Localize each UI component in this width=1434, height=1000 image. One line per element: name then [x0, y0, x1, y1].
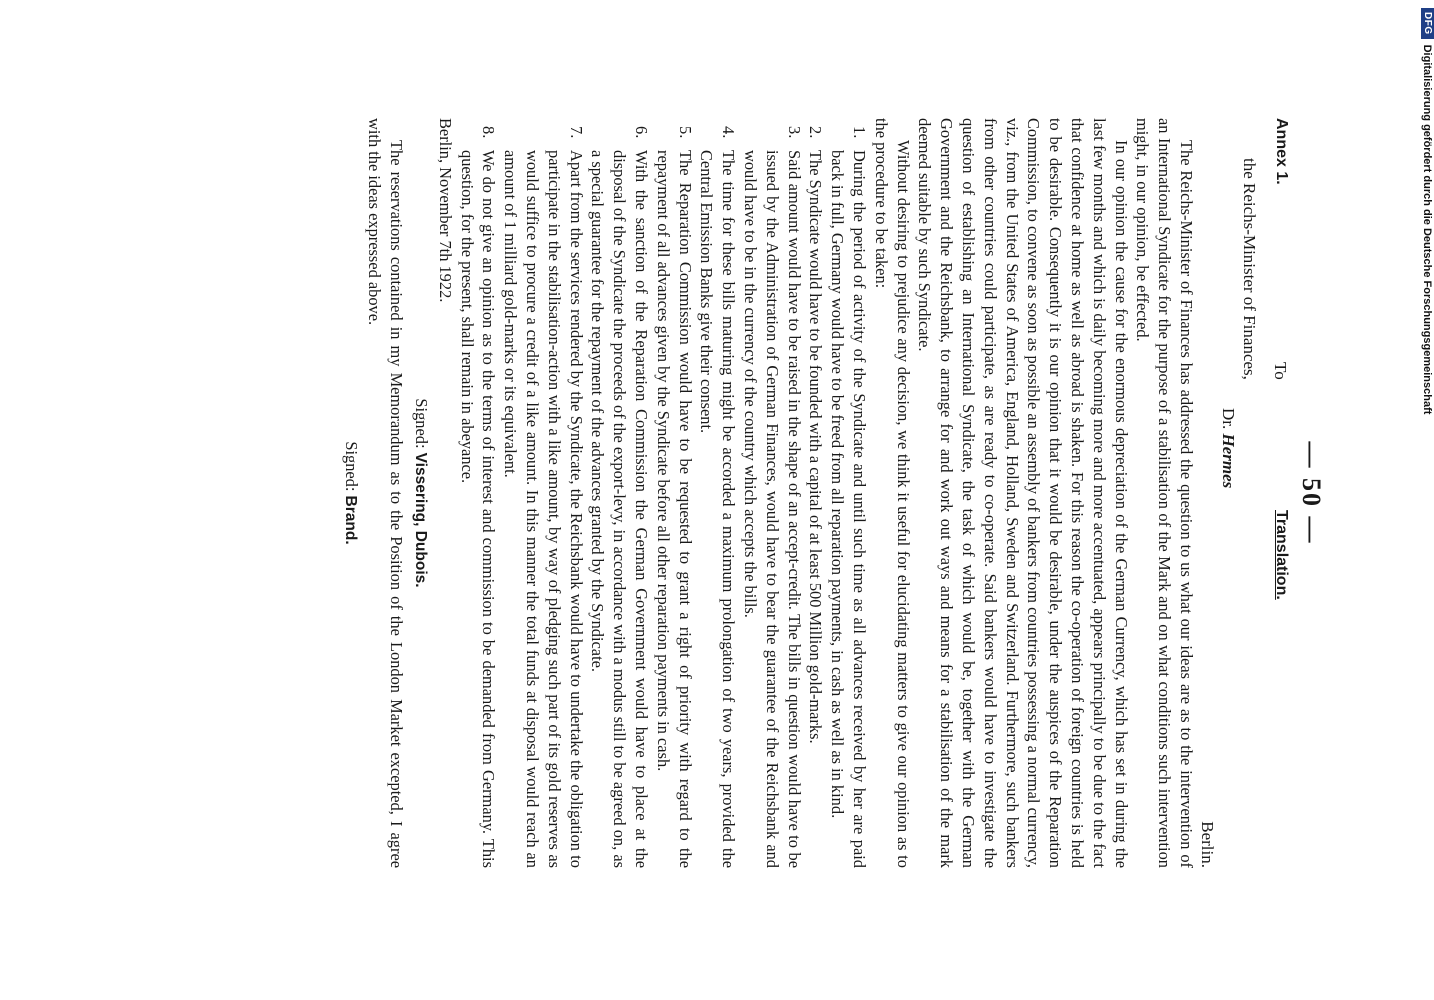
city-line: Berlin. [1198, 821, 1217, 868]
credit-text: Digitalisierung gefördert durch die Deutsche Forschungsgemeinschaft [1421, 44, 1434, 415]
list-item [500, 118, 587, 868]
item-number: 6. [632, 126, 652, 139]
letter-header-row [1260, 118, 1290, 868]
item-text: The time for these bills maturing might be accorded a maximum prolongation of two years, provided the Central Emission Banks give their consent. [697, 150, 739, 868]
paragraph-opinion: In our opinion the cause for the enormous depreciation of the German Currency, which has set in during the last few months and which is daily becoming more and more accentuated, appears principally to be due to the fact that confidence at home as well as abroad is shaken. For this reason the co-operation of foreign countries is held to be desirable. Consequently it is our opinion that it would be desirable, under the auspices of the Reparation Commission, to convene as soon as possible an assembly of bankers from countries possessing a normal currency, viz., from the United States of America, England, Holland, Sweden and Switzerland. Furthermore, such bankers from other countries could participate, as are ready to co-operate. Said bankers would have to investigate the question of establishing an International Syndicate, the task of which would be, together with the German Government and the Reichsbank, to arrange for and work out ways and means for a stabilisation of the mark deemed suitable by such Syndicate. [915, 118, 1131, 868]
addressee-title: Dr. [1219, 408, 1238, 430]
signatories: Vissering, Dubois. [412, 452, 430, 588]
document-sheet [337, 118, 1326, 868]
digitisation-credit [1412, 8, 1434, 415]
item-text: We do not give an opinion as to the terms of interest and commission to be demanded from Germany. This question, for the present, shall remain in abeyance. [457, 150, 499, 868]
signed-label: Signed: [412, 398, 432, 449]
letter-body [456, 118, 1197, 868]
item-text: Said amount would have to be raised in the shape of an accept-credit. The bills in question would have to be issued by the Administration of German Finances, would have to bear the guarantee of the Reichsbank and would have to be in the currency of the country which accepts the bills. [741, 150, 804, 868]
item-number: 2. [806, 126, 826, 139]
list-item [739, 118, 804, 868]
addressee-name: Hermes [1219, 433, 1238, 489]
item-number: 5. [675, 126, 695, 139]
addressee-block [1218, 118, 1260, 868]
list-item [587, 118, 652, 868]
item-text: The Reparation Commission would have to be requested to grant a right of priority with regard to the repayment of all advances given by the Syndicate before all other reparation payments in cash. [653, 150, 695, 868]
to-label: To [1271, 362, 1290, 380]
item-number: 7. [566, 126, 586, 139]
item-number: 8. [479, 126, 499, 139]
translation-heading: Translation. [1273, 510, 1290, 600]
dfg-logo-icon: DFG [1421, 8, 1434, 39]
page-number: — 50 — [1297, 441, 1326, 545]
procedure-list [456, 118, 870, 868]
item-number: 4. [719, 126, 739, 139]
list-item [805, 118, 827, 868]
list-item [652, 118, 696, 868]
annex-label: Annex 1. [1273, 118, 1290, 185]
item-text: During the period of activity of the Syndicate and until such time as all advances received by her are paid back in full, Germany would have to be freed from all reparation payments, in cash as well as in kind. [828, 150, 870, 868]
signature-line-1 [409, 118, 432, 868]
addressee-name-line [1218, 158, 1239, 868]
paragraph-procedure: Without desiring to prejudice any decision, we think it useful for elucidating matters to give our opinion as to the procedure to be taken: [871, 118, 913, 868]
paragraph-reservation: The reservations contained in my Memorandum as to the Position of the London Market excepted, I agree with the ideas expressed above. [365, 118, 407, 868]
item-text: The Syndicate would have to be founded with a capital of at least 500 Million gold-marks. [806, 150, 826, 744]
signed-label: Signed: [341, 441, 361, 492]
dateline: Berlin, November 7th 1922. [435, 118, 455, 303]
signature-line-2 [339, 118, 362, 868]
list-item [826, 118, 870, 868]
addressee-line: the Reichs-Minister of Finances, [1240, 158, 1259, 380]
paragraph-intro: The Reichs-Minister of Finances has addressed the question to us what our ideas are as to the intervention of an International Syndicate for the purpose of a stabilisation of the Mark and on what conditions such intervention might, in our opinion, be effected. [1133, 118, 1196, 868]
credit-rotated [1421, 8, 1434, 414]
item-text: With the sanction of the Reparation Commission the German Government would have to place at the disposal of the Syndicate the proceeds of the export-levy, in accordance with a modus still to be agreed on, as a special guarantee for the repayment of the advances granted by the Syndicate. [588, 150, 652, 868]
signatory: Brand. [341, 495, 359, 545]
item-number: 3. [784, 126, 804, 139]
list-item [696, 118, 740, 868]
item-text: Apart from the services rendered by the Syndicate, the Reichsbank would have to undertake the obligation to participate in the stabilisation-action with a like amount, by way of pledging such part of its gold reserves as would suffice to procure a credit of a like amount. In this manner the total funds at disposal would reach an amount of 1 milliard gold-marks or its equivalent. [501, 150, 586, 868]
list-item [456, 118, 500, 868]
item-number: 1. [850, 126, 870, 139]
reservation-block [364, 118, 408, 868]
